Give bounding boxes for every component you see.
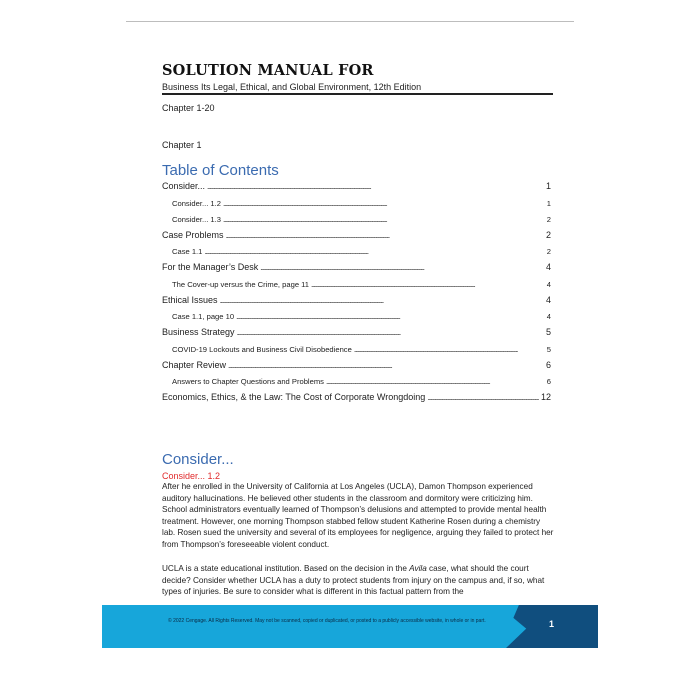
toc-entry-title: Ethical Issues — [162, 294, 218, 305]
toc-entry-title: Consider... — [162, 181, 206, 191]
page-footer — [102, 605, 598, 648]
toc-entry-page: 12 — [540, 392, 551, 402]
toc-entry-title: Case 1.1, page 10 — [172, 312, 235, 321]
toc-entry[interactable] — [162, 278, 551, 294]
toc-entry[interactable] — [162, 343, 551, 359]
toc-entry[interactable] — [162, 261, 551, 278]
toc-heading: Table of Contents — [162, 162, 279, 179]
toc-entry-title: Answers to Chapter Questions and Problems — [172, 377, 324, 386]
toc-entry-title: COVID-19 Lockouts and Business Civil Disobedience — [172, 344, 352, 354]
toc-entry-title: Consider... 1.2 — [172, 198, 221, 208]
toc-entry-page: 2 — [546, 214, 551, 224]
toc-entry[interactable] — [162, 294, 551, 311]
toc-entry-page: 1 — [546, 198, 551, 208]
toc-entry-page: 4 — [546, 279, 551, 289]
section-heading: Consider... — [162, 451, 234, 468]
toc-entry-title: The Cover-up versus the Crime, page 11 — [172, 279, 310, 289]
toc-entry-page: 4 — [545, 262, 551, 272]
toc-entry-page: 1 — [545, 181, 551, 191]
toc-entry-title: Business Strategy — [162, 327, 235, 337]
toc-entry-page: 4 — [546, 312, 551, 321]
toc-entry-page: 4 — [545, 294, 551, 305]
toc-entry-title: Case 1.1 — [172, 247, 203, 256]
toc-entry-title: Consider... 1.3 — [172, 214, 221, 224]
toc-entry-title: For the Manager’s Desk — [162, 262, 259, 272]
toc-entry-page: 5 — [546, 344, 551, 354]
body-paragraph: After he enrolled in the University of California at Los Angeles (UCLA), Damon Thompson experienced auditory hallucinations. He believed other students in the classroom and dormitory were criticizing him. School administrators eventually learned of Thompson’s delusions and attempted to provide mental health treatment. However, one morning Thompson stabbed fellow student Katherine Rosen during a chemistry lab. Rosen sued the university and several of its employees for negligence, arguing they failed to protect her from Thompson’s foreseeable violent conduct. — [162, 482, 554, 549]
section-subheading: Consider... 1.2 — [162, 471, 221, 481]
chapters-range: Chapter 1-20 — [162, 103, 215, 113]
toc-entry[interactable] — [162, 180, 551, 197]
toc-entry-page: 6 — [545, 359, 551, 370]
toc-entry-page: 2 — [545, 229, 551, 240]
toc-entry[interactable] — [162, 375, 551, 391]
toc-entry[interactable] — [162, 310, 551, 326]
toc-entry[interactable] — [162, 326, 551, 343]
document-title: SOLUTION MANUAL FOR — [162, 62, 374, 79]
toc-entry-page: 2 — [546, 247, 551, 256]
chapter-label: Chapter 1 — [162, 140, 202, 150]
toc-entry[interactable] — [162, 213, 551, 229]
copyright-notice: © 2022 Cengage. All Rights Reserved. May not be scanned, copied or duplicated, or posted to a publicly accessible website, in whole or in part. — [168, 618, 486, 624]
toc-entry-page: 6 — [546, 377, 551, 386]
toc-entry-title: Chapter Review — [162, 359, 227, 370]
toc-entry[interactable] — [162, 245, 551, 261]
page-number: 1 — [548, 619, 554, 629]
table-of-contents — [162, 180, 551, 408]
toc-entry[interactable] — [162, 391, 551, 408]
toc-entry[interactable] — [162, 229, 551, 246]
document-subtitle: Business Its Legal, Ethical, and Global Environment, 12th Edition — [162, 82, 422, 92]
top-rule — [126, 21, 574, 22]
toc-entry-title: Case Problems — [162, 229, 224, 240]
case-name: Avila — [409, 564, 427, 573]
toc-entry[interactable] — [162, 197, 551, 213]
toc-entry[interactable] — [162, 359, 551, 376]
toc-entry-page: 5 — [545, 327, 551, 337]
toc-entry-title: Economics, Ethics, & the Law: The Cost of Corporate Wrongdoing — [162, 392, 426, 402]
title-rule — [162, 93, 553, 95]
body-paragraph: UCLA is a state educational institution. Based on the decision in the Avila case, what should the court decide? Consider whether UCLA has a duty to protect students from injury on the campus and, if so, what types of injuries. Be sure to consider what is different in this factual pattern from the — [162, 564, 545, 597]
